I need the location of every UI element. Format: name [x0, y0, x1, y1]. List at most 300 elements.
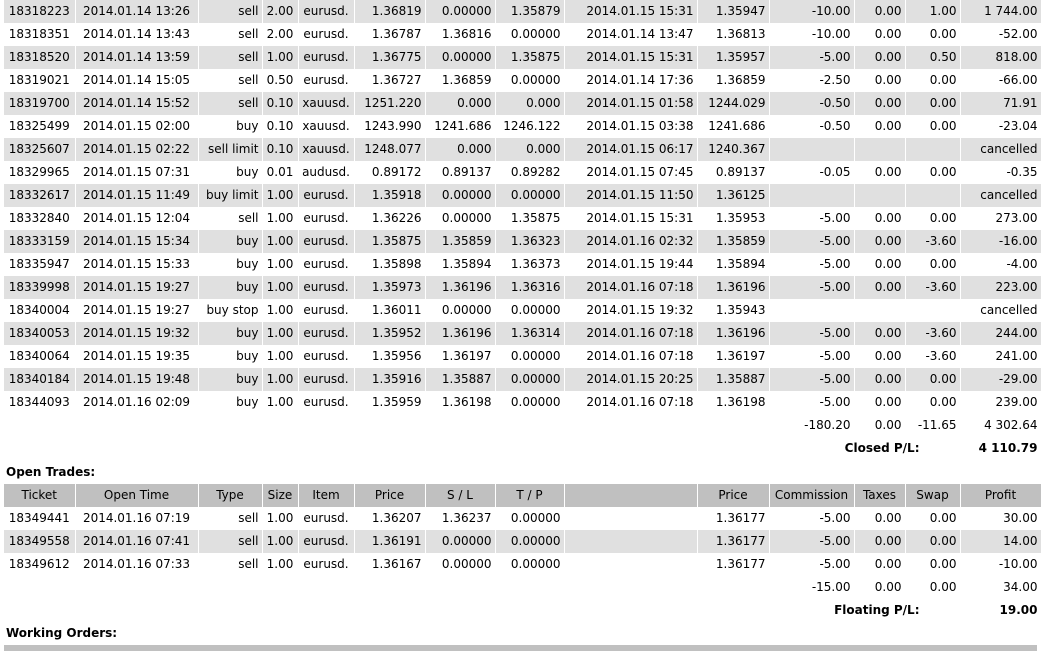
cell-size: 1.00: [262, 276, 298, 299]
cell-commission: -5.00: [769, 345, 854, 368]
cell-open-time: 2014.01.16 07:19: [75, 507, 198, 530]
cell-profit: 818.00: [960, 46, 1041, 69]
cell-size: 1.00: [262, 507, 298, 530]
cell-sl: 0.89137: [425, 161, 495, 184]
cell-taxes: 0.00: [854, 507, 905, 530]
table-row: [4, 138, 1041, 161]
cell-ticket: 18319700: [4, 92, 75, 115]
working-orders-heading: Working Orders:: [6, 626, 118, 640]
cell-commission: -10.00: [769, 0, 854, 23]
cell-close-time: 2014.01.15 01:58: [564, 92, 697, 115]
table-row: [4, 184, 1041, 207]
cell-type: buy: [198, 345, 262, 368]
cell-tp: 0.00000: [495, 530, 564, 553]
column-header-ticket[interactable]: Ticket: [4, 484, 75, 507]
cell-taxes: [854, 299, 905, 322]
cell-price: 1251.220: [354, 92, 425, 115]
cell-ticket: 18333159: [4, 230, 75, 253]
cell-taxes: 0.00: [854, 207, 905, 230]
cell-sl: 0.00000: [425, 207, 495, 230]
cell-type: sell: [198, 23, 262, 46]
cell-commission: -2.50: [769, 69, 854, 92]
cell-ticket: 18340004: [4, 299, 75, 322]
closed-trades-section: [4, 0, 1042, 460]
cell-sl: 1.35887: [425, 368, 495, 391]
cell-type: buy: [198, 322, 262, 345]
table-row: [4, 322, 1041, 345]
cell-profit: 239.00: [960, 391, 1041, 414]
cell-tp: 0.89282: [495, 161, 564, 184]
cell-close-time: 2014.01.14 17:36: [564, 69, 697, 92]
cell-open-time: 2014.01.14 13:43: [75, 23, 198, 46]
cell-open-time: 2014.01.14 13:59: [75, 46, 198, 69]
cell-profit: cancelled: [960, 299, 1041, 322]
table-row: [4, 507, 1041, 530]
cell-price: 1.35952: [354, 322, 425, 345]
cell-profit: 1 744.00: [960, 0, 1041, 23]
cell-open-time: 2014.01.15 15:34: [75, 230, 198, 253]
cell-tp: 1.36316: [495, 276, 564, 299]
cell-price: 1.35916: [354, 368, 425, 391]
cell-ticket: 18332840: [4, 207, 75, 230]
floating-pl-label: Floating P/L:: [769, 599, 960, 622]
cell-close-time: 2014.01.15 11:50: [564, 184, 697, 207]
open-trades-title: [0, 461, 95, 484]
cell-type: sell: [198, 507, 262, 530]
cell-commission: [769, 299, 854, 322]
table-row: [4, 530, 1041, 553]
cell-swap: 0.00: [905, 161, 960, 184]
cell-close-price: 1240.367: [697, 138, 769, 161]
closed-trades-table: [4, 0, 1042, 460]
cell-open-time: 2014.01.14 15:52: [75, 92, 198, 115]
cell-ticket: 18349441: [4, 507, 75, 530]
working-orders-title: [0, 622, 117, 645]
cell-swap: 0.00: [905, 507, 960, 530]
cell-close-price: 1.36198: [697, 391, 769, 414]
cell-profit: 71.91: [960, 92, 1041, 115]
cell-ticket: 18319021: [4, 69, 75, 92]
cell-size: 1.00: [262, 530, 298, 553]
cell-close-time: 2014.01.16 02:32: [564, 230, 697, 253]
closed-pl-value: 4 110.79: [960, 437, 1041, 460]
cell-tp: 0.00000: [495, 553, 564, 576]
cell-item: eurusd.: [298, 391, 354, 414]
cell-commission: -0.05: [769, 161, 854, 184]
cell-commission: -5.00: [769, 46, 854, 69]
cell-close-time: 2014.01.14 13:47: [564, 23, 697, 46]
table-row: [4, 46, 1041, 69]
cell-swap: 1.00: [905, 0, 960, 23]
cell-close-time: 2014.01.15 19:44: [564, 253, 697, 276]
cell-type: sell: [198, 553, 262, 576]
cell-open-time: 2014.01.15 19:48: [75, 368, 198, 391]
cell-item: eurusd.: [298, 530, 354, 553]
cell-size: 0.50: [262, 69, 298, 92]
column-header-type[interactable]: Type: [198, 484, 262, 507]
cell-tp: 1.36314: [495, 322, 564, 345]
cell-type: buy: [198, 276, 262, 299]
working-orders-header-bar: [4, 645, 1037, 651]
cell-ticket: 18329965: [4, 161, 75, 184]
cell-type: buy: [198, 368, 262, 391]
cell-size: 1.00: [262, 184, 298, 207]
cell-type: sell: [198, 92, 262, 115]
cell-item: eurusd.: [298, 507, 354, 530]
cell-close-time: 2014.01.16 07:18: [564, 345, 697, 368]
cell-sl: 1.36816: [425, 23, 495, 46]
cell-swap: 0.00: [905, 368, 960, 391]
cell-taxes: 0.00: [854, 391, 905, 414]
cell-commission: -5.00: [769, 207, 854, 230]
cell-size: 1.00: [262, 299, 298, 322]
cell-type: sell limit: [198, 138, 262, 161]
cell-price: 1.36191: [354, 530, 425, 553]
cell-sl: 0.000: [425, 92, 495, 115]
column-header-price[interactable]: Price: [354, 484, 425, 507]
working-orders-table-header: [4, 645, 1037, 651]
table-row: [4, 207, 1041, 230]
cell-taxes: 0.00: [854, 253, 905, 276]
cell-price: 1248.077: [354, 138, 425, 161]
cell-commission: -5.00: [769, 230, 854, 253]
table-row: [4, 0, 1041, 23]
cell-item: eurusd.: [298, 553, 354, 576]
cell-profit: -29.00: [960, 368, 1041, 391]
cell-ticket: 18349612: [4, 553, 75, 576]
cell-type: buy: [198, 161, 262, 184]
cell-price: 1.35959: [354, 391, 425, 414]
cell-size: 1.00: [262, 553, 298, 576]
cell-type: buy: [198, 253, 262, 276]
cell-ticket: 18340053: [4, 322, 75, 345]
cell-type: sell: [198, 0, 262, 23]
cell-open-time: 2014.01.15 19:27: [75, 299, 198, 322]
cell-item: eurusd.: [298, 46, 354, 69]
cell-type: buy: [198, 391, 262, 414]
open-trades-table: [4, 484, 1042, 622]
cell-taxes: [854, 184, 905, 207]
closed-total-commission: -180.20: [769, 414, 854, 437]
cell-profit: 244.00: [960, 322, 1041, 345]
cell-item: eurusd.: [298, 69, 354, 92]
cell-type: sell: [198, 207, 262, 230]
cell-tp: 0.00000: [495, 299, 564, 322]
cell-taxes: 0.00: [854, 368, 905, 391]
cell-size: 0.10: [262, 138, 298, 161]
cell-price: 1.36819: [354, 0, 425, 23]
cell-ticket: 18340064: [4, 345, 75, 368]
cell-close-time: [564, 530, 697, 553]
cell-size: 2.00: [262, 0, 298, 23]
cell-type: buy: [198, 230, 262, 253]
cell-tp: 1246.122: [495, 115, 564, 138]
cell-price: 1.35956: [354, 345, 425, 368]
cell-tp: 0.00000: [495, 391, 564, 414]
cell-swap: -3.60: [905, 345, 960, 368]
cell-close-price: 1.36177: [697, 553, 769, 576]
cell-open-time: 2014.01.15 12:04: [75, 207, 198, 230]
open-total-swap: 0.00: [905, 576, 960, 599]
cell-close-time: 2014.01.16 07:18: [564, 391, 697, 414]
cell-open-time: 2014.01.15 02:22: [75, 138, 198, 161]
cell-price: 1.36226: [354, 207, 425, 230]
cell-swap: -3.60: [905, 322, 960, 345]
column-header-taxes[interactable]: Taxes: [854, 484, 905, 507]
cell-size: 1.00: [262, 391, 298, 414]
cell-open-time: 2014.01.16 07:41: [75, 530, 198, 553]
cell-tp: 0.00000: [495, 23, 564, 46]
cell-sl: 1.36196: [425, 322, 495, 345]
cell-close-price: 1.36196: [697, 322, 769, 345]
cell-open-time: 2014.01.16 02:09: [75, 391, 198, 414]
cell-swap: 0.00: [905, 530, 960, 553]
column-header-open-time[interactable]: Open Time: [75, 484, 198, 507]
table-row: [4, 92, 1041, 115]
cell-close-price: 1.36125: [697, 184, 769, 207]
cell-price: 1.36787: [354, 23, 425, 46]
cell-close-price: 1244.029: [697, 92, 769, 115]
cell-swap: 0.00: [905, 553, 960, 576]
cell-item: eurusd.: [298, 345, 354, 368]
cell-commission: -5.00: [769, 253, 854, 276]
open-total-profit: 34.00: [960, 576, 1041, 599]
cell-item: eurusd.: [298, 276, 354, 299]
closed-total-profit: 4 302.64: [960, 414, 1041, 437]
cell-swap: 0.50: [905, 46, 960, 69]
cell-type: sell: [198, 46, 262, 69]
cell-open-time: 2014.01.15 11:49: [75, 184, 198, 207]
cell-close-price: 1.36813: [697, 23, 769, 46]
cell-close-price: 0.89137: [697, 161, 769, 184]
cell-swap: 0.00: [905, 253, 960, 276]
cell-commission: -5.00: [769, 553, 854, 576]
cell-ticket: 18332617: [4, 184, 75, 207]
cell-close-time: 2014.01.16 07:18: [564, 276, 697, 299]
cell-taxes: 0.00: [854, 345, 905, 368]
column-header-sl[interactable]: S / L: [425, 484, 495, 507]
cell-profit: 241.00: [960, 345, 1041, 368]
cell-item: eurusd.: [298, 299, 354, 322]
closed-totals-row: [4, 414, 1041, 437]
cell-swap: 0.00: [905, 92, 960, 115]
cell-sl: 1.35859: [425, 230, 495, 253]
cell-commission: -0.50: [769, 115, 854, 138]
closed-total-swap: -11.65: [905, 414, 960, 437]
open-trades-section: [4, 484, 1042, 622]
cell-price: 1.35898: [354, 253, 425, 276]
cell-item: audusd.: [298, 161, 354, 184]
cell-sl: 1.35894: [425, 253, 495, 276]
cell-commission: -5.00: [769, 530, 854, 553]
cell-close-price: 1.35859: [697, 230, 769, 253]
closed-total-taxes: 0.00: [854, 414, 905, 437]
cell-close-price: 1.35953: [697, 207, 769, 230]
cell-profit: -4.00: [960, 253, 1041, 276]
cell-ticket: 18335947: [4, 253, 75, 276]
cell-profit: 30.00: [960, 507, 1041, 530]
cell-close-time: 2014.01.15 03:38: [564, 115, 697, 138]
cell-price: 0.89172: [354, 161, 425, 184]
closed-pl-row: [4, 437, 1041, 460]
cell-profit: -10.00: [960, 553, 1041, 576]
cell-sl: 1.36198: [425, 391, 495, 414]
cell-type: buy stop: [198, 299, 262, 322]
column-header-blank[interactable]: [564, 484, 697, 507]
cell-price: 1243.990: [354, 115, 425, 138]
column-header-close-price[interactable]: Price: [697, 484, 769, 507]
cell-item: eurusd.: [298, 184, 354, 207]
cell-tp: 0.000: [495, 92, 564, 115]
cell-close-price: 1.36177: [697, 507, 769, 530]
cell-price: 1.36011: [354, 299, 425, 322]
cell-ticket: 18349558: [4, 530, 75, 553]
table-row: [4, 276, 1041, 299]
cell-close-price: 1.36196: [697, 276, 769, 299]
cell-open-time: 2014.01.15 19:35: [75, 345, 198, 368]
cell-profit: -16.00: [960, 230, 1041, 253]
cell-size: 1.00: [262, 368, 298, 391]
cell-close-time: [564, 507, 697, 530]
table-row: [4, 161, 1041, 184]
cell-swap: 0.00: [905, 391, 960, 414]
cell-open-time: 2014.01.15 07:31: [75, 161, 198, 184]
cell-price: 1.36167: [354, 553, 425, 576]
cell-price: 1.35875: [354, 230, 425, 253]
cell-commission: -5.00: [769, 507, 854, 530]
open-total-taxes: 0.00: [854, 576, 905, 599]
cell-size: 1.00: [262, 322, 298, 345]
cell-tp: 1.36373: [495, 253, 564, 276]
cell-taxes: 0.00: [854, 161, 905, 184]
cell-open-time: 2014.01.16 07:33: [75, 553, 198, 576]
cell-commission: -5.00: [769, 368, 854, 391]
cell-taxes: 0.00: [854, 276, 905, 299]
cell-size: 1.00: [262, 46, 298, 69]
cell-profit: 223.00: [960, 276, 1041, 299]
table-row: [4, 69, 1041, 92]
open-total-commission: -15.00: [769, 576, 854, 599]
cell-ticket: 18325607: [4, 138, 75, 161]
cell-item: eurusd.: [298, 368, 354, 391]
cell-taxes: 0.00: [854, 46, 905, 69]
table-row: [4, 299, 1041, 322]
cell-item: eurusd.: [298, 0, 354, 23]
cell-item: xauusd.: [298, 92, 354, 115]
cell-tp: 0.00000: [495, 507, 564, 530]
cell-close-price: 1.35947: [697, 0, 769, 23]
cell-profit: 273.00: [960, 207, 1041, 230]
cell-close-time: 2014.01.15 06:17: [564, 138, 697, 161]
cell-tp: 0.00000: [495, 184, 564, 207]
cell-size: 2.00: [262, 23, 298, 46]
cell-taxes: 0.00: [854, 230, 905, 253]
cell-taxes: 0.00: [854, 0, 905, 23]
cell-close-time: 2014.01.15 15:31: [564, 0, 697, 23]
table-row: [4, 553, 1041, 576]
column-header-profit[interactable]: Profit: [960, 484, 1041, 507]
cell-size: 0.01: [262, 161, 298, 184]
closed-pl-label: Closed P/L:: [769, 437, 960, 460]
cell-tp: 0.00000: [495, 345, 564, 368]
cell-ticket: 18318223: [4, 0, 75, 23]
cell-item: eurusd.: [298, 207, 354, 230]
cell-item: eurusd.: [298, 23, 354, 46]
cell-profit: cancelled: [960, 184, 1041, 207]
cell-profit: cancelled: [960, 138, 1041, 161]
cell-ticket: 18318351: [4, 23, 75, 46]
cell-size: 0.10: [262, 92, 298, 115]
cell-swap: [905, 184, 960, 207]
cell-size: 1.00: [262, 253, 298, 276]
table-row: [4, 115, 1041, 138]
cell-close-time: 2014.01.15 15:31: [564, 46, 697, 69]
cell-commission: -5.00: [769, 322, 854, 345]
cell-open-time: 2014.01.15 19:32: [75, 322, 198, 345]
cell-open-time: 2014.01.15 02:00: [75, 115, 198, 138]
column-header-size[interactable]: Size: [262, 484, 298, 507]
cell-close-time: 2014.01.15 20:25: [564, 368, 697, 391]
cell-item: xauusd.: [298, 138, 354, 161]
column-header-item[interactable]: Item: [298, 484, 354, 507]
open-pl-row: [4, 599, 1041, 622]
cell-tp: 0.000: [495, 138, 564, 161]
cell-size: 1.00: [262, 230, 298, 253]
cell-swap: 0.00: [905, 23, 960, 46]
open-trades-heading: Open Trades:: [6, 465, 96, 479]
column-header-commission[interactable]: Commission: [769, 484, 854, 507]
floating-pl-value: 19.00: [960, 599, 1041, 622]
cell-tp: 1.36323: [495, 230, 564, 253]
cell-swap: 0.00: [905, 207, 960, 230]
cell-sl: 0.00000: [425, 299, 495, 322]
cell-sl: 1.36196: [425, 276, 495, 299]
cell-profit: -66.00: [960, 69, 1041, 92]
cell-swap: -3.60: [905, 276, 960, 299]
cell-close-time: 2014.01.16 07:18: [564, 322, 697, 345]
cell-open-time: 2014.01.15 15:33: [75, 253, 198, 276]
cell-commission: [769, 138, 854, 161]
cell-sl: 0.00000: [425, 46, 495, 69]
cell-ticket: 18339998: [4, 276, 75, 299]
cell-close-price: 1.35957: [697, 46, 769, 69]
cell-taxes: 0.00: [854, 115, 905, 138]
column-header-swap[interactable]: Swap: [905, 484, 960, 507]
cell-commission: -5.00: [769, 391, 854, 414]
cell-close-price: 1.35887: [697, 368, 769, 391]
cell-type: sell: [198, 69, 262, 92]
cell-item: eurusd.: [298, 253, 354, 276]
cell-size: 1.00: [262, 345, 298, 368]
cell-ticket: 18325499: [4, 115, 75, 138]
cell-commission: -5.00: [769, 276, 854, 299]
cell-sl: 1.36859: [425, 69, 495, 92]
cell-price: 1.35918: [354, 184, 425, 207]
cell-close-price: 1.36197: [697, 345, 769, 368]
cell-ticket: 18318520: [4, 46, 75, 69]
cell-taxes: 0.00: [854, 92, 905, 115]
table-row: [4, 23, 1041, 46]
cell-tp: 0.00000: [495, 69, 564, 92]
cell-price: 1.36207: [354, 507, 425, 530]
column-header-tp[interactable]: T / P: [495, 484, 564, 507]
cell-item: eurusd.: [298, 322, 354, 345]
cell-tp: 0.00000: [495, 368, 564, 391]
cell-ticket: 18344093: [4, 391, 75, 414]
cell-profit: -0.35: [960, 161, 1041, 184]
cell-size: 0.10: [262, 115, 298, 138]
cell-close-price: 1.35943: [697, 299, 769, 322]
